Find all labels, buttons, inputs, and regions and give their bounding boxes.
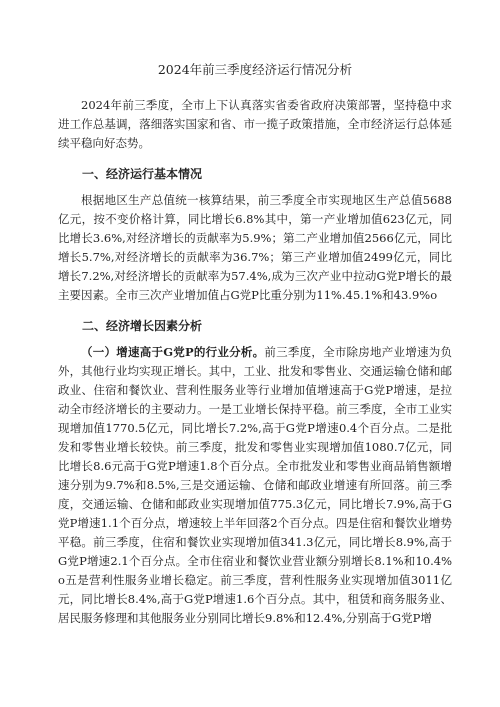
- section-body-factors: [58, 343, 452, 628]
- subsection-label: （一）增速高于G党P的行业分析。: [81, 345, 265, 359]
- section-heading-factors: 二、经济增长因素分析: [82, 319, 203, 333]
- intro-paragraph: 2024年前三季度，全市上下认真落实省委省政府决策部署，坚持稳中求进工作总基调，落细落实国家和省、市一揽子政策措施，全市经济运行总体延续平稳向好态势。: [58, 98, 452, 150]
- section-heading-basic: 一、经济运行基本情况: [82, 167, 203, 181]
- section-body-basic: 根据地区生产总值统一核算结果，前三季度全市实现地区生产总值5688亿元，按不变价格计算，同比增长6.8%其中，第一产业增加值623亿元，同比增长3.6%,对经济增长的贡献率为5.9%；第二产业增加值2566亿元，同比增长5.7%,对经济增长的贡献率为36.7%；第三产业增加值2499亿元，同比增长7.2%,对经济增长的贡献率为57.4%,成为三次产业中拉动G党P增长的最主要因素。全市三次产业增加值占G党P比重分别为11%.45.1%和43.9%o: [58, 193, 452, 302]
- subsection-body: 前三季度，全市除房地产业增速为负外，其他行业均实现正增长。其中，工业、批发和零售业、交通运输仓储和邮政业、住宿和餐饮业、营利性服务业等行业增加值增速高于G党P增速，是拉动全市经济增长的主要动力。一是工业增长保持平稳。前三季度，全市工业实现增加值1770.5亿元，同比增长7.2%,高于G党P增速0.4个百分点。二是批发和零售业增长较快。前三季度，批发和零售业实现增加值1080.7亿元，同比增长8.6元高于G党P增速1.8个百分点。全市批发业和零售业商品销售额增速分别为9.7%和8.5%,三是交通运输、仓储和邮政业增速有所回落。前三季度，交通运输、仓储和邮政业实现增加值775.3亿元，同比增长7.9%,高于G党P增速1.1个百分点，增速较上半年回落2个百分点。四是住宿和餐饮业增势平稳。前三季度，住宿和餐饮业实现增加值341.3亿元，同比增长8.9%,高于G党P增速2.1个百分点。全市住宿业和餐饮业营业额分别增长8.1%和10.4%o五是营利性服务业增长稳定。前三季度，营利性服务业实现增加值3011亿元，同比增长8.4%,高于G党P增速1.6个百分点。其中，租赁和商务服务业、居民服务修理和其他服务业分别同比增长9.8%和12.4%,分别高于G党P增: [58, 345, 453, 625]
- document-title: 2024年前三季度经济运行情况分析: [157, 62, 353, 77]
